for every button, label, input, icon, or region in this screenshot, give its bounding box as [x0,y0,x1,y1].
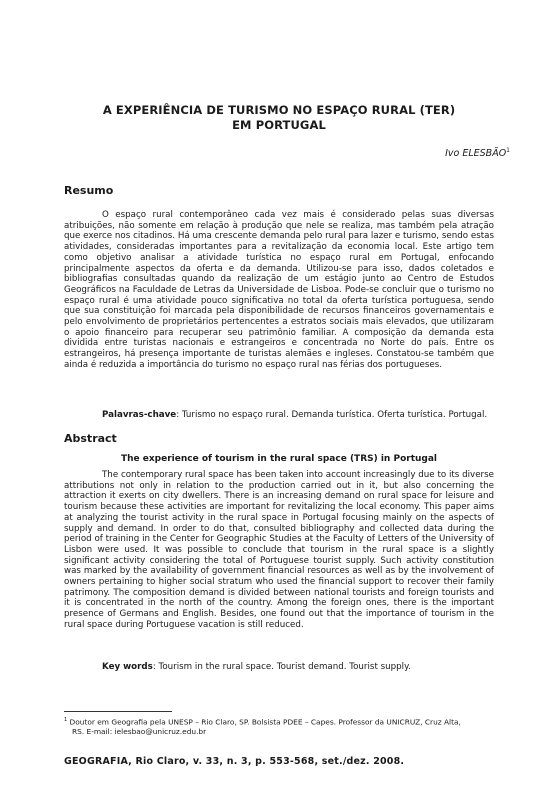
resumo-heading: Resumo [64,184,114,197]
palavras-chave [64,410,494,421]
article-title [64,103,494,133]
journal-citation: GEOGRAFIA, Rio Claro, v. 33, n. 3, p. 553-568, set./dez. 2008. [64,756,405,767]
article-title-line-1: A EXPERIÊNCIA DE TURISMO NO ESPAÇO RURAL (TER) [102,103,456,117]
footnote-line-1 [64,716,494,727]
footnote-divider [64,711,172,712]
article-title-line-2: EM PORTUGAL [232,118,326,132]
author-footnote-mark: 1 [506,147,510,154]
footnote-line-2: RS. E-mail: ielesbao@unicruz.edu.br [72,726,207,736]
palavras-chave-label: Palavras-chave [102,410,177,420]
footnote [64,716,494,736]
resumo-paragraph: O espaço rural contemporâneo cada vez mais é considerado pelas suas diversas atribuições, não somente em relação à produção que nele se realiza, mas também pela atração que exerce nos citadinos. Há uma crescente demanda pelo rural para lazer e turismo, sendo estas atividades, consideradas importantes para a revitalização da economia local. Este artigo tem como objetivo analisar a atividade turística no espaço rural em Portugal, enfocando principalmente aspectos da oferta e da demanda. Utilizou-se para isso, dados coletados e bibliografias consultadas quando da realização de um estágio junto ao Centro de Estudos Geográficos na Faculdade de Letras da Universidade de Lisboa. Pode-se concluir que o turismo no espaço rural é uma atividade pouco significativa no total da oferta turística portuguesa, sendo que sua constituição foi marcada pela disponibilidade de recursos financeiros governamentais e pelo envolvimento de proprietários pertencentes a estratos sociais mais elevados, que utilizaram o apoio financeiro para recuperar seu patrimônio familiar. A composição da demanda esta dividida entre turistas nacionais e estrangeiros e concentrada no Norte do país. Entre os estrangeiros, há presença importante de turistas alemães e ingleses. Constatou-se também que ainda é reduzida a importância do turismo no espaço rural nas férias dos portugueses. [64,210,494,370]
footnote-mark: 1 [64,717,68,723]
palavras-chave-text: : Turismo no espaço rural. Demanda turística. Oferta turística. Portugal. [176,410,488,420]
key-words-text: : Tourism in the rural space. Tourist demand. Tourist supply. [152,662,411,672]
key-words-label: Key words [102,662,153,672]
author-text: Ivo ELESBÃO [445,148,507,160]
author-name [445,147,510,159]
key-words [64,662,494,673]
footnote-line-1-text: Doutor em Geografia pela UNESP – Rio Claro, SP. Bolsista PDEE – Capes. Professor da UNICRUZ, Cruz Alta, [67,717,461,727]
abstract-heading: Abstract [64,432,117,445]
abstract-english-title: The experience of tourism in the rural space (TRS) in Portugal [120,454,438,464]
abstract-paragraph: The contemporary rural space has been taken into account increasingly due to its diverse attributions not only in relation to the production carried out in it, but also concerning the attraction it exerts on city dwellers. There is an increasing demand on rural space for leisure and tourism because these activities are important for revitalizing the local economy. This paper aims at analyzing the tourist activity in the rural space in Portugal focusing mainly on the aspects of supply and demand. In order to do that, consulted bibliography and collected data during the period of training in the Center for Geographic Studies at the Faculty of Letters of the University of Lisbon were used. It was possible to conclude that tourism in the rural space is a slightly significant activity considering the total of Portuguese tourist supply. Such activity constitution was marked by the availability of government financial resources as well as by the involvement of owners pertaining to higher social stratum who used the financial support to recover their family patrimony. The composition demand is divided between national tourists and foreign tourists and it is concentrated in the north of the country. Among the foreign ones, there is the important presence of Germans and English. Besides, one found out that the importance of tourism in the rural space during Portuguese vacation is still reduced. [64,470,494,630]
